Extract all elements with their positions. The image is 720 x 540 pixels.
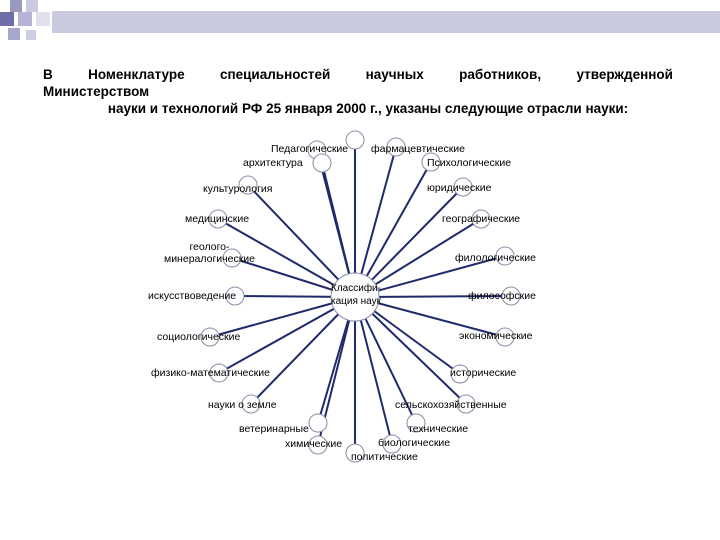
branch-label: Педагогические — [271, 143, 349, 155]
title-line-2: Министерством — [43, 84, 150, 99]
center-label: Классифи- кация наук — [330, 283, 381, 307]
branch-label: исторические — [450, 367, 517, 379]
title-word: работников, — [459, 67, 542, 82]
branch-label: науки о земле — [208, 399, 277, 411]
branch-label: культурология — [203, 183, 273, 195]
branch-label: социологические — [157, 331, 241, 343]
branch-label: медицинские — [185, 213, 250, 225]
branch-node — [313, 154, 331, 172]
title-word: утвержденной — [576, 67, 673, 82]
title-word: научных — [365, 67, 424, 82]
branch-label: искусствоведение — [148, 290, 237, 302]
title-word: специальностей — [219, 67, 331, 82]
branch-node — [346, 131, 364, 149]
branch-label: архитектура — [243, 157, 303, 169]
branch-label: сельскохозяйственные — [395, 399, 507, 411]
branch-label: геолого-минералогические — [163, 241, 256, 265]
branch-label: экономические — [459, 330, 533, 342]
branch-label: фармацевтические — [371, 143, 465, 155]
branch-node — [309, 414, 327, 432]
branch-label: ветеринарные — [239, 423, 309, 435]
branch-label: химические — [285, 438, 343, 450]
branch-label: физико-математические — [151, 367, 270, 379]
title-word: В — [43, 67, 53, 82]
branch-label: юридические — [427, 182, 492, 194]
branch-label: политические — [351, 451, 418, 463]
branch-label: Психологические — [427, 157, 512, 169]
branch-label: технические — [408, 423, 469, 435]
branch-label: биологические — [378, 437, 451, 449]
title-word: Номенклатуре — [88, 67, 185, 82]
title-line-3: науки и технологий РФ 25 января 2000 г., указаны следующие отрасли науки: — [107, 101, 629, 116]
branch-label: филологические — [455, 252, 536, 264]
branch-label: философские — [468, 290, 536, 302]
branch-label: географические — [442, 213, 521, 225]
